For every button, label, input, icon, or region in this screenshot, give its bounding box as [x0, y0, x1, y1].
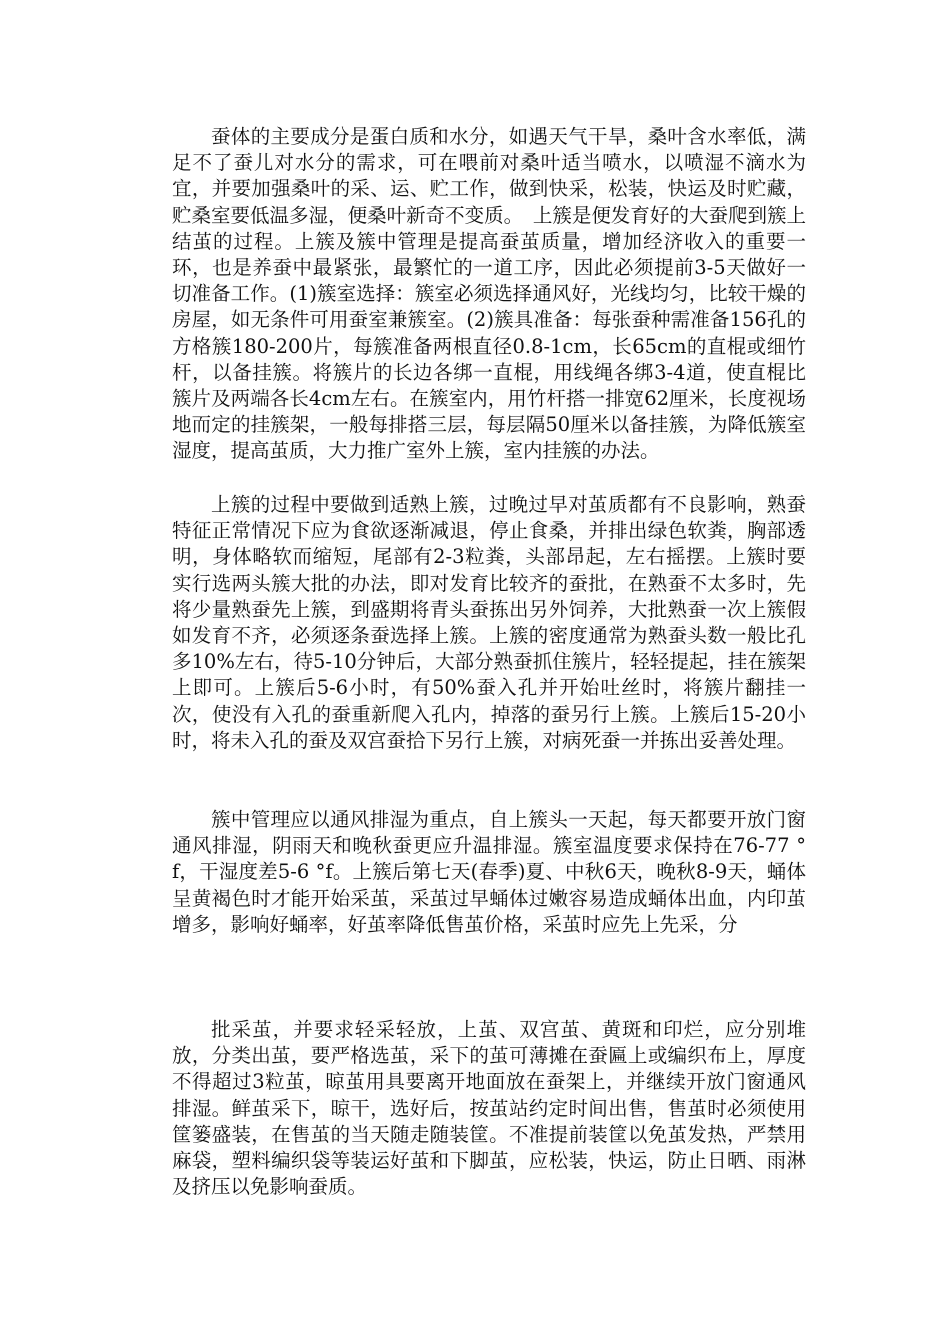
paragraph-mounting-process: 上簇的过程中要做到适熟上簇，过晚过早对茧质都有不良影响，熟蚕特征正常情况下应为食欲逐渐减退，停止食桑，并排出绿色软粪，胸部透明，身体略软而缩短，尾部有2-3粒粪，头部昂起，左右摇摆。上簇时要实行选两头簇大批的办法，即对发育比较齐的蚕批，在熟蚕不太多时，先将少量熟蚕先上簇，到盛期将青头蚕拣出另外饲养，大批熟蚕一次上簇假如发育不齐，必须逐条蚕选择上簇。上簇的密度通常为熟蚕头数一般比孔多10%左右，待5-10分钟后，大部分熟蚕抓住簇片，轻轻提起，挂在簇架上即可。上簇后5-6小时，有50%蚕入孔并开始吐丝时，将簇片翻挂一次，使没有入孔的蚕重新爬入孔内，掉落的蚕另行上簇。上簇后15-20小时，将未入孔的蚕及双宫蚕拾下另行上簇，对病死蚕一并拣出妥善处理。 [172, 493, 806, 752]
paragraph-cocoon-harvesting: 批采茧，并要求轻采轻放，上茧、双宫茧、黄斑和印烂，应分别堆放，分类出茧，要严格选茧，采下的茧可薄摊在蚕匾上或编织布上，厚度不得超过3粒茧，晾茧用具要离开地面放在蚕架上，并继续开放门窗通风排湿。鲜茧采下，晾干，选好后，按茧站约定时间出售，售茧时必须使用筐篓盛装，在售茧的当天随走随装筐。不准提前装筐以免茧发热，严禁用麻袋，塑料编织袋等装运好茧和下脚茧，应松装，快运，防止日晒、雨淋及挤压以免影响蚕质。 [172, 1018, 806, 1199]
paragraph-cocooning-preparation: 蚕体的主要成分是蛋白质和水分，如遇天气干旱，桑叶含水率低，满足不了蚕儿对水分的需求，可在喂前对桑叶适当喷水，以喷湿不滴水为宜，并要加强桑叶的采、运、贮工作，做到快采，松装，快运及时贮藏，贮桑室要低温多湿，便桑叶新奇不变质。 上簇是便发育好的大蚕爬到簇上结茧的过程。上簇及簇中管理是提高蚕茧质量，增加经济收入的重要一环，也是养蚕中最紧张，最繁忙的一道工序，因此必须提前3-5天做好一切准备工作。(1)簇室选择：簇室必须选择通风好，光线均匀，比较干燥的房屋，如无条件可用蚕室兼簇室。(2)簇具准备：每张蚕种需准备156孔的方格簇180-200片，每簇准备两根直径0.8-1cm，长65cm的直棍或细竹杆，以备挂簇。将簇片的长边各绑一直棍，用线绳各绑3-4道，使直棍比簇片及两端各长4cm左右。在簇室内，用竹杆搭一排宽62厘米，长度视场地而定的挂簇架，一般每排搭三层，每层隔50厘米以备挂簇，为降低簇室湿度，提高茧质，大力推广室外上簇，室内挂簇的办法。 [172, 125, 806, 463]
paragraph-cluster-management: 簇中管理应以通风排湿为重点，自上簇头一天起，每天都要开放门窗通风排湿，阴雨天和晚秋蚕更应升温排湿。簇室温度要求保持在76-77 °f，干湿度差5-6 °f。上簇后第七天(春季)夏、中秋6天，晚秋8-9天，蛹体呈黄褐色时才能开始采茧，采茧过早蛹体过嫩容易造成蛹体出血，内印茧增多，影响好蛹率，好茧率降低售茧价格，采茧时应先上先采，分 [172, 808, 806, 936]
